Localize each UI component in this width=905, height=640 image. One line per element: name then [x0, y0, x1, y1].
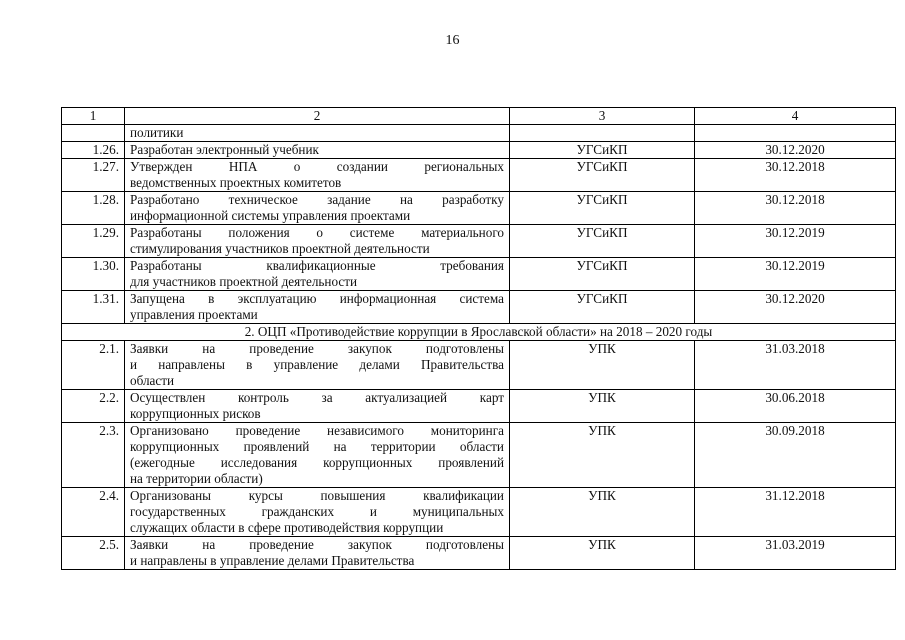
table-row	[62, 341, 896, 390]
table-row	[62, 390, 896, 423]
description-line: Разработаны квалификационные требования	[130, 258, 504, 273]
row-deadline: 30.12.2018	[695, 159, 896, 192]
description-line: государственных гражданских и муниципальных	[130, 504, 504, 519]
row-deadline: 30.12.2020	[695, 291, 896, 324]
column-header: 1	[62, 108, 125, 125]
row-responsible: УПК	[510, 488, 695, 537]
section-title: 2. ОЦП «Противодействие коррупции в Ярославской области» на 2018 – 2020 годы	[62, 324, 896, 341]
plan-table	[61, 107, 896, 570]
row-description	[125, 142, 510, 159]
description-line: для участников проектной деятельности	[130, 274, 358, 289]
row-deadline: 30.12.2018	[695, 192, 896, 225]
row-responsible: УГСиКП	[510, 258, 695, 291]
table-row	[62, 423, 896, 488]
description-line: Утвержден НПА о создании региональных	[130, 159, 504, 174]
row-deadline: 30.09.2018	[695, 423, 896, 488]
row-number: 1.27.	[62, 159, 125, 192]
section-row	[62, 324, 896, 341]
column-header: 3	[510, 108, 695, 125]
row-number: 2.1.	[62, 341, 125, 390]
row-responsible: УГСиКП	[510, 142, 695, 159]
description-line: ведомственных проектных комитетов	[130, 175, 342, 190]
row-responsible: УПК	[510, 537, 695, 570]
description-line: информационной системы управления проектами	[130, 208, 411, 223]
table-row	[62, 291, 896, 324]
description-line: Заявки на проведение закупок подготовлены	[130, 537, 504, 552]
row-description	[125, 537, 510, 570]
row-number: 1.30.	[62, 258, 125, 291]
row-number: 1.28.	[62, 192, 125, 225]
row-deadline: 30.12.2020	[695, 142, 896, 159]
row-number: 2.5.	[62, 537, 125, 570]
table-header-row	[62, 108, 896, 125]
row-number: 1.29.	[62, 225, 125, 258]
row-deadline: 30.12.2019	[695, 225, 896, 258]
row-number: 2.3.	[62, 423, 125, 488]
row-responsible: УПК	[510, 423, 695, 488]
row-description	[125, 390, 510, 423]
description-line: Заявки на проведение закупок подготовлены	[130, 341, 504, 356]
description-line: коррупционных рисков	[130, 406, 261, 421]
page-number: 16	[445, 33, 460, 48]
row-responsible	[510, 125, 695, 142]
row-number	[62, 125, 125, 142]
row-responsible: УГСиКП	[510, 159, 695, 192]
row-number: 2.2.	[62, 390, 125, 423]
row-description	[125, 488, 510, 537]
column-header: 4	[695, 108, 896, 125]
description-line: и направлены в управление делами Правительства	[130, 553, 415, 568]
table-row	[62, 537, 896, 570]
row-description	[125, 258, 510, 291]
description-line: Организованы курсы повышения квалификации	[130, 488, 504, 503]
row-deadline: 30.06.2018	[695, 390, 896, 423]
row-description	[125, 125, 510, 142]
table-row	[62, 159, 896, 192]
row-description	[125, 192, 510, 225]
description-line: управления проектами	[130, 307, 258, 322]
description-line: Разработаны положения о системе материального	[130, 225, 504, 240]
description-line: Разработано техническое задание на разработку	[130, 192, 504, 207]
row-number: 1.26.	[62, 142, 125, 159]
description-line: Осуществлен контроль за актуализацией карт	[130, 390, 504, 405]
description-line: служащих области в сфере противодействия коррупции	[130, 520, 444, 535]
row-responsible: УГСиКП	[510, 192, 695, 225]
column-header: 2	[125, 108, 510, 125]
description-line: политики	[130, 125, 184, 140]
description-line: стимулирования участников проектной деятельности	[130, 241, 430, 256]
description-line: (ежегодные исследования коррупционных проявлений	[130, 455, 504, 470]
description-line: и направлены в управление делами Правительства	[130, 357, 504, 372]
row-deadline: 31.03.2019	[695, 537, 896, 570]
table-row	[62, 125, 896, 142]
row-description	[125, 291, 510, 324]
row-responsible: УГСиКП	[510, 225, 695, 258]
description-line: Организовано проведение независимого мониторинга	[130, 423, 504, 438]
row-description	[125, 423, 510, 488]
row-number: 1.31.	[62, 291, 125, 324]
row-responsible: УПК	[510, 341, 695, 390]
table-row	[62, 488, 896, 537]
row-responsible: УПК	[510, 390, 695, 423]
row-number: 2.4.	[62, 488, 125, 537]
description-line: коррупционных проявлений на территории области	[130, 439, 504, 454]
table-row	[62, 258, 896, 291]
row-deadline: 30.12.2019	[695, 258, 896, 291]
row-description	[125, 341, 510, 390]
row-deadline	[695, 125, 896, 142]
description-line: на территории области)	[130, 471, 263, 486]
description-line: области	[130, 373, 175, 388]
table-row	[62, 225, 896, 258]
row-description	[125, 159, 510, 192]
row-description	[125, 225, 510, 258]
description-line: Запущена в эксплуатацию информационная система	[130, 291, 504, 306]
row-deadline: 31.12.2018	[695, 488, 896, 537]
row-deadline: 31.03.2018	[695, 341, 896, 390]
description-line: Разработан электронный учебник	[130, 142, 319, 157]
table-row	[62, 192, 896, 225]
table-row	[62, 142, 896, 159]
row-responsible: УГСиКП	[510, 291, 695, 324]
